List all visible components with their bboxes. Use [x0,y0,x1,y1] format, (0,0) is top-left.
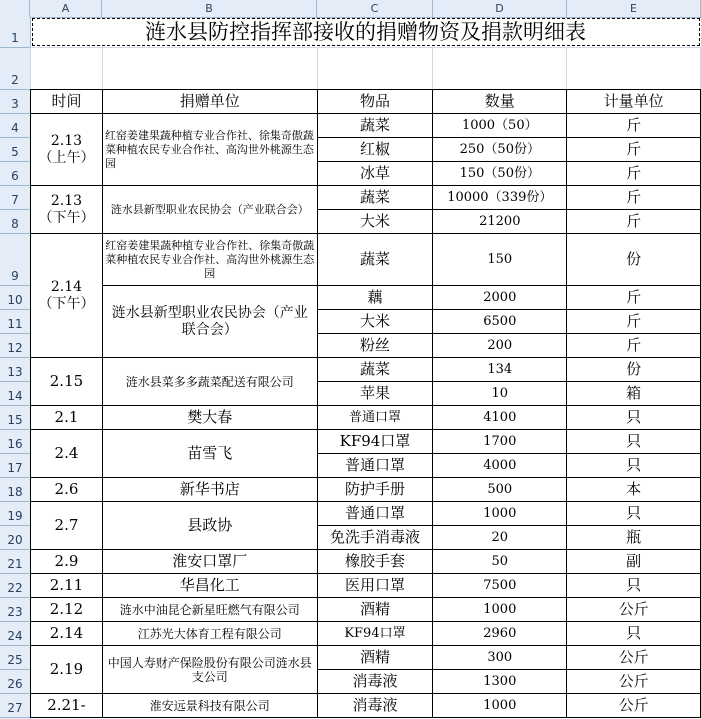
item-cell[interactable]: 蔬菜 [317,358,433,382]
item-cell[interactable]: 消毒液 [317,694,433,718]
row-header[interactable]: 3 [0,90,30,114]
column-header-a[interactable]: A [30,0,102,17]
item-cell[interactable]: 冰草 [317,162,433,186]
spreadsheet-grid-area [30,17,701,719]
row-header[interactable]: 12 [0,334,30,358]
item-cell[interactable]: 大米 [317,210,433,234]
row-header[interactable]: 1 [0,17,30,48]
quantity-cell[interactable]: 134 [433,358,567,382]
unit-cell[interactable]: 公斤 [567,670,701,694]
time-cell[interactable]: 2.6 [31,478,103,502]
unit-cell[interactable]: 斤 [567,334,701,358]
row-header[interactable]: 26 [0,670,30,694]
column-header-e[interactable]: E [567,0,701,17]
header-unit[interactable]: 计量单位 [567,90,701,114]
item-cell[interactable]: KF94口罩 [317,622,433,646]
unit-cell[interactable]: 只 [567,454,701,478]
donor-cell[interactable]: 新华书店 [102,478,317,502]
unit-cell[interactable]: 只 [567,622,701,646]
page-title: 涟水县防控指挥部接收的捐赠物资及捐款明细表 [32,18,700,46]
row-header[interactable]: 25 [0,646,30,670]
donor-cell[interactable]: 县政协 [102,502,317,550]
item-cell[interactable]: 普通口罩 [317,454,433,478]
time-cell[interactable]: 2.14 [31,622,103,646]
row-header[interactable]: 27 [0,694,30,718]
quantity-cell[interactable]: 150（50份） [433,162,567,186]
quantity-cell[interactable]: 200 [433,334,567,358]
donor-cell[interactable]: 涟水中油昆仑新星旺燃气有限公司 [102,598,317,622]
quantity-cell[interactable]: 20 [433,526,567,550]
unit-cell[interactable]: 本 [567,478,701,502]
item-cell[interactable]: 苹果 [317,382,433,406]
empty-cell[interactable] [567,48,701,90]
column-header-d[interactable]: D [433,0,567,17]
row-header[interactable]: 18 [0,478,30,502]
unit-cell[interactable]: 只 [567,502,701,526]
item-cell[interactable]: 红椒 [317,138,433,162]
time-cell[interactable]: 2.1 [31,406,103,430]
row-header[interactable]: 20 [0,526,30,550]
header-time[interactable]: 时间 [31,90,103,114]
item-cell[interactable]: 蔬菜 [317,186,433,210]
unit-cell[interactable]: 斤 [567,310,701,334]
quantity-cell[interactable]: 6500 [433,310,567,334]
row-header[interactable]: 24 [0,622,30,646]
empty-cell[interactable] [433,48,567,90]
row-header[interactable]: 4 [0,114,30,138]
column-header-bar [0,0,701,18]
quantity-cell[interactable]: 50 [433,550,567,574]
time-cell[interactable]: 2.14 （下午） [31,234,103,358]
quantity-cell[interactable]: 1000 [433,598,567,622]
row-header[interactable]: 17 [0,454,30,478]
unit-cell[interactable]: 斤 [567,162,701,186]
unit-cell[interactable]: 斤 [567,186,701,210]
unit-cell[interactable]: 斤 [567,286,701,310]
item-cell[interactable]: 粉丝 [317,334,433,358]
row-header[interactable]: 6 [0,162,30,186]
item-cell[interactable]: 普通口罩 [317,502,433,526]
unit-cell[interactable]: 公斤 [567,694,701,718]
item-cell[interactable]: 酒精 [317,646,433,670]
row-header[interactable]: 8 [0,210,30,234]
donor-cell[interactable]: 涟水县菜多多蔬菜配送有限公司 [102,358,317,406]
item-cell[interactable]: 普通口罩 [317,406,433,430]
item-cell[interactable]: 橡胶手套 [317,550,433,574]
row-header[interactable]: 15 [0,406,30,430]
quantity-cell[interactable]: 1000 [433,502,567,526]
item-cell[interactable]: 蔬菜 [317,234,433,286]
donor-cell[interactable]: 淮安口罩厂 [102,550,317,574]
donor-cell[interactable]: 淮安远景科技有限公司 [102,694,317,718]
time-cell[interactable]: 2.9 [31,550,103,574]
row-header[interactable]: 21 [0,550,30,574]
donor-cell[interactable]: 中国人寿财产保险股份有限公司涟水县支公司 [102,646,317,694]
row-header[interactable]: 16 [0,430,30,454]
item-cell[interactable]: 医用口罩 [317,574,433,598]
quantity-cell[interactable]: 150 [433,234,567,286]
header-item[interactable]: 物品 [317,90,433,114]
donor-cell[interactable]: 红窑姜建果蔬种植专业合作社、徐集奇傲蔬菜种植农民专业合作社、高沟世外桃源生态园 [102,114,317,186]
unit-cell[interactable]: 份 [567,234,701,286]
unit-cell[interactable]: 只 [567,430,701,454]
empty-cell[interactable] [31,48,103,90]
donor-cell[interactable]: 涟水县新型职业农民协会（产业联合会） [102,186,317,234]
row-header[interactable]: 23 [0,598,30,622]
quantity-cell[interactable]: 4000 [433,454,567,478]
donor-cell[interactable]: 涟水县新型职业农民协会（产业联合会） [102,286,317,358]
quantity-cell[interactable]: 1700 [433,430,567,454]
row-header[interactable]: 19 [0,502,30,526]
time-cell[interactable]: 2.19 [31,646,103,694]
unit-cell[interactable]: 公斤 [567,598,701,622]
column-header-b[interactable]: B [102,0,317,17]
item-cell[interactable]: KF94口罩 [317,430,433,454]
item-cell[interactable]: 蔬菜 [317,114,433,138]
quantity-cell[interactable]: 1000 [433,694,567,718]
quantity-cell[interactable]: 2000 [433,286,567,310]
header-donor[interactable]: 捐赠单位 [102,90,317,114]
row-header-bar [0,17,31,719]
unit-cell[interactable]: 箱 [567,382,701,406]
item-cell[interactable]: 防护手册 [317,478,433,502]
empty-cell[interactable] [317,48,433,90]
time-cell[interactable]: 2.7 [31,502,103,550]
empty-cell[interactable] [102,48,317,90]
time-cell[interactable]: 2.15 [31,358,103,406]
time-cell[interactable]: 2.11 [31,574,103,598]
quantity-cell[interactable]: 2960 [433,622,567,646]
row-header[interactable]: 11 [0,310,30,334]
donor-cell[interactable]: 苗雪飞 [102,430,317,478]
quantity-cell[interactable]: 10 [433,382,567,406]
row-header[interactable]: 10 [0,286,30,310]
quantity-cell[interactable]: 500 [433,478,567,502]
unit-cell[interactable]: 斤 [567,138,701,162]
time-cell[interactable]: 2.4 [31,430,103,478]
unit-cell[interactable]: 瓶 [567,526,701,550]
quantity-cell[interactable]: 7500 [433,574,567,598]
item-cell[interactable]: 藕 [317,286,433,310]
item-cell[interactable]: 消毒液 [317,670,433,694]
select-all-corner[interactable] [0,0,30,17]
time-cell[interactable]: 2.13 （下午） [31,186,103,234]
quantity-cell[interactable]: 1300 [433,670,567,694]
row-header[interactable]: 9 [0,234,30,286]
donor-cell[interactable]: 江苏光大体育工程有限公司 [102,622,317,646]
unit-cell[interactable]: 斤 [567,114,701,138]
row-header[interactable]: 7 [0,186,30,210]
row-header[interactable]: 2 [0,48,30,90]
header-quantity[interactable]: 数量 [433,90,567,114]
column-header-c[interactable]: C [317,0,433,17]
row-header[interactable]: 5 [0,138,30,162]
item-cell[interactable]: 大米 [317,310,433,334]
time-cell[interactable]: 2.21- [31,694,103,718]
donor-cell[interactable]: 红窑姜建果蔬种植专业合作社、徐集奇傲蔬菜种植农民专业合作社、高沟世外桃源生态园 [102,234,317,286]
row-header[interactable]: 22 [0,574,30,598]
donation-table [30,17,701,718]
donor-cell[interactable]: 华昌化工 [102,574,317,598]
unit-cell[interactable]: 公斤 [567,646,701,670]
time-cell[interactable]: 2.13 （上午） [31,114,103,186]
quantity-cell[interactable]: 1000（50） [433,114,567,138]
quantity-cell[interactable]: 10000（339份） [433,186,567,210]
row-header[interactable]: 14 [0,382,30,406]
quantity-cell[interactable]: 4100 [433,406,567,430]
unit-cell[interactable]: 只 [567,574,701,598]
item-cell[interactable]: 免洗手消毒液 [317,526,433,550]
time-cell[interactable]: 2.12 [31,598,103,622]
quantity-cell[interactable]: 300 [433,646,567,670]
quantity-cell[interactable]: 250（50份） [433,138,567,162]
unit-cell[interactable]: 副 [567,550,701,574]
donor-cell[interactable]: 樊大春 [102,406,317,430]
unit-cell[interactable]: 份 [567,358,701,382]
item-cell[interactable]: 酒精 [317,598,433,622]
unit-cell[interactable]: 只 [567,406,701,430]
quantity-cell[interactable]: 21200 [433,210,567,234]
title-cell[interactable] [31,17,701,48]
unit-cell[interactable]: 斤 [567,210,701,234]
row-header[interactable]: 13 [0,358,30,382]
